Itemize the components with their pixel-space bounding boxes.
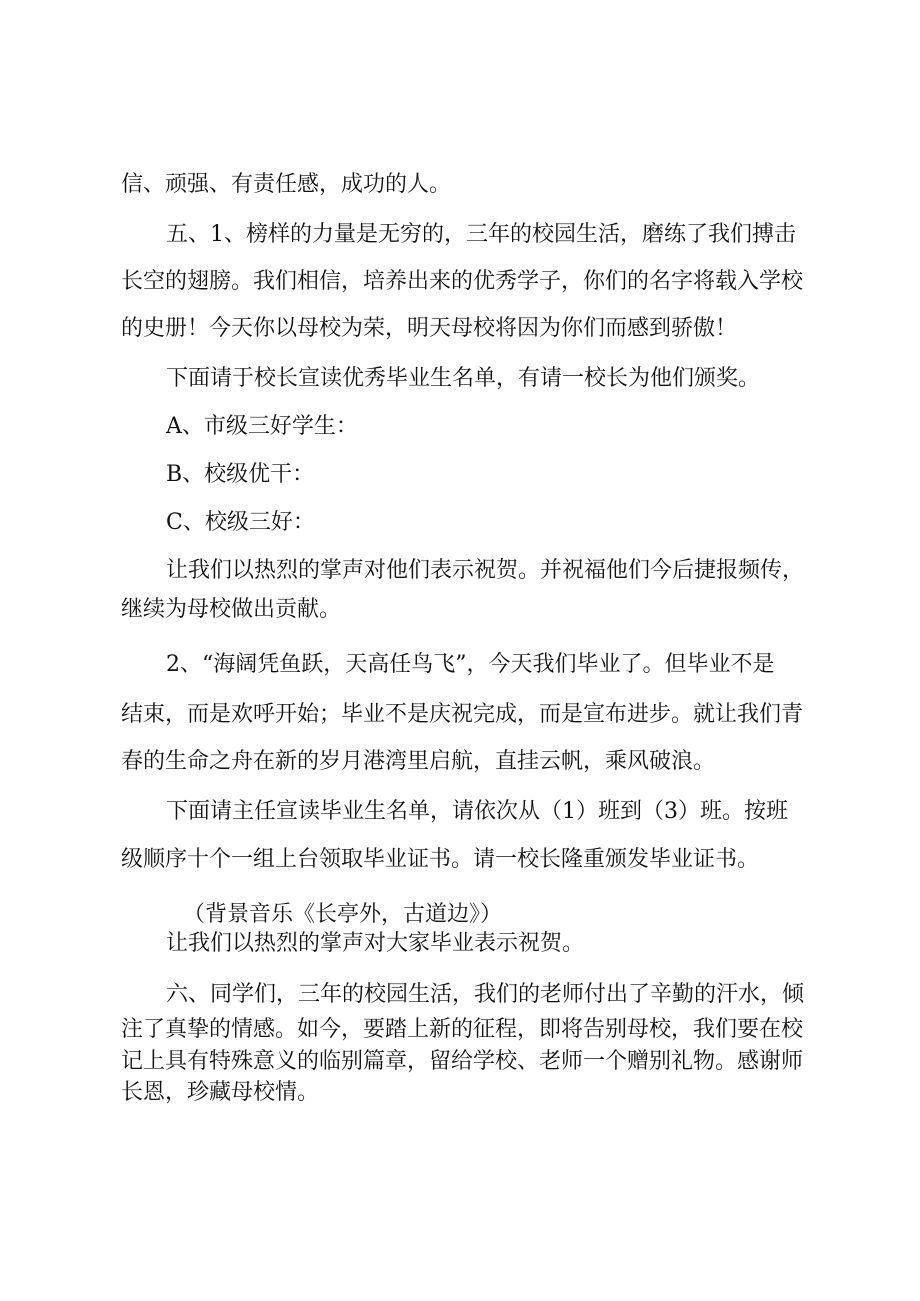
text-line: 结束，而是欢呼开始；毕业不是庆祝完成，而是宣布进步。就让我们青 bbox=[121, 702, 804, 727]
text-line: C、校级三好： bbox=[166, 510, 315, 535]
text-line: 信、顽强、有责任感，成功的人。 bbox=[121, 172, 452, 197]
text-line: A、市级三好学生： bbox=[166, 414, 358, 439]
text-line: B、校级优干： bbox=[166, 462, 315, 487]
text-line: 的史册！今天你以母校为荣，明天母校将因为你们而感到骄傲！ bbox=[121, 316, 738, 341]
text-line: 下面请主任宣读毕业生名单，请依次从（1）班到（3）班。按班 bbox=[166, 799, 788, 824]
text-line: 长空的翅膀。我们相信，培养出来的优秀学子，你们的名字将载入学校 bbox=[121, 269, 804, 294]
text-line: 六、同学们，三年的校园生活，我们的老师付出了辛勤的汗水，倾 bbox=[166, 982, 805, 1007]
text-line: 五、1、榜样的力量是无穷的，三年的校园生活，磨练了我们搏击 bbox=[166, 222, 796, 247]
text-line: 让我们以热烈的掌声对他们表示祝贺。并祝福他们今后捷报频传， bbox=[166, 558, 805, 583]
text-line: （背景音乐《长亭外，古道边》） bbox=[183, 902, 503, 927]
text-line: 级顺序十个一组上台领取毕业证书。请一校长隆重颁发毕业证书。 bbox=[121, 847, 760, 872]
text-line: 继续为母校做出贡献。 bbox=[121, 597, 342, 622]
text-line: 记上具有特殊意义的临别篇章，留给学校、老师一个赠别礼物。感谢师 bbox=[121, 1049, 804, 1074]
text-line: 下面请于校长宣读优秀毕业生名单，有请一校长为他们颁奖。 bbox=[166, 366, 761, 391]
text-line: 长恩，珍藏母校情。 bbox=[121, 1080, 320, 1105]
text-line: 春的生命之舟在新的岁月港湾里启航，直挂云帆，乘风破浪。 bbox=[121, 749, 716, 774]
text-line: 注了真挚的情感。如今，要踏上新的征程，即将告别母校，我们要在校 bbox=[121, 1017, 804, 1042]
text-line: 让我们以热烈的掌声对大家毕业表示祝贺。 bbox=[166, 931, 585, 956]
text-line: 2、“海阔凭鱼跃，天高任鸟飞”，今天我们毕业了。但毕业不是 bbox=[166, 652, 775, 677]
